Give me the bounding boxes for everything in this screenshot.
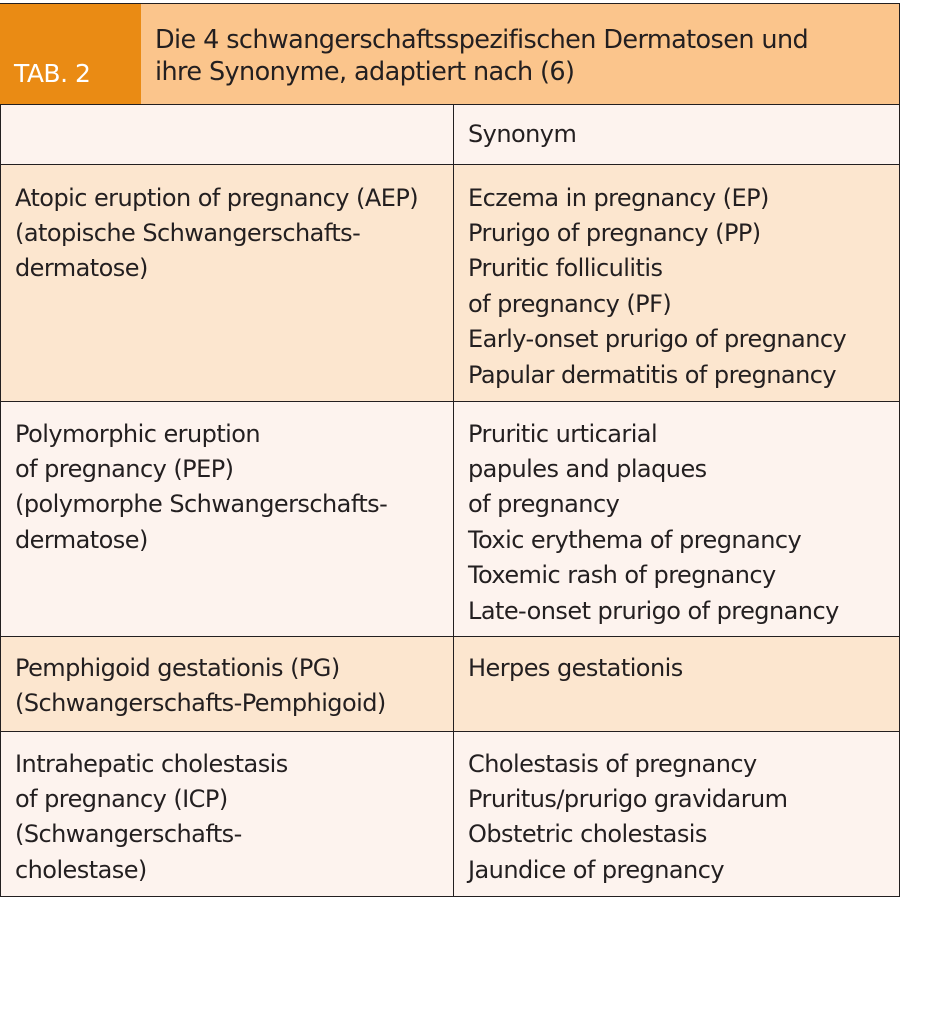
dermatosis-cell (1, 164, 454, 401)
synonym-cell (454, 636, 900, 731)
column-header-synonym: Synonym (454, 105, 900, 164)
synonym-line: Early-onset prurigo of pregnancy (468, 325, 847, 354)
synonym-line: Obstetric cholestasis (468, 820, 707, 849)
dermatosis-line: dermatose) (15, 254, 148, 283)
dermatosis-line: Intrahepatic cholestasis (15, 749, 288, 778)
dermatosis-line: (atopische Schwangerschafts- (15, 218, 361, 247)
dermatosis-line: (Schwangerschafts-Pemphigoid) (15, 688, 386, 717)
dermatosis-line: of pregnancy (PEP) (15, 454, 234, 483)
synonym-line: Eczema in pregnancy (EP) (468, 183, 769, 212)
title-line: Die 4 schwangerschaftsspezifischen Dermatosen und (155, 25, 809, 55)
synonym-table (0, 105, 900, 897)
synonym-line: Toxemic rash of pregnancy (468, 561, 776, 590)
synonym-line: Pruritic folliculitis (468, 254, 663, 283)
column-header-row (1, 105, 900, 164)
dermatosis-line: (Schwangerschafts- (15, 820, 242, 849)
dermatosis-line: cholestase) (15, 855, 147, 884)
synonym-line: Herpes gestationis (468, 653, 683, 682)
title-line: ihre Synonyme, adaptiert nach (6) (155, 57, 575, 87)
column-header-dermatosis (1, 105, 454, 164)
dermatosis-cell (1, 636, 454, 731)
table-row (1, 164, 900, 401)
synonym-cell (454, 731, 900, 896)
dermatosis-line: Polymorphic eruption (15, 419, 261, 448)
table-title (141, 4, 899, 104)
dermatosis-line: Atopic eruption of pregnancy (AEP) (15, 183, 419, 212)
table-row (1, 731, 900, 896)
synonym-line: Pruritus/prurigo gravidarum (468, 784, 788, 813)
synonym-cell (454, 401, 900, 636)
dermatosis-cell (1, 401, 454, 636)
synonym-line: Toxic erythema of pregnancy (468, 525, 802, 554)
synonym-line: of pregnancy (PF) (468, 289, 672, 318)
tab-label: TAB. 2 (0, 4, 141, 104)
synonym-line: Papular dermatitis of pregnancy (468, 360, 837, 389)
synonym-line: Cholestasis of pregnancy (468, 749, 757, 778)
dermatosis-line: (polymorphe Schwangerschafts- (15, 490, 388, 519)
synonym-line: of pregnancy (468, 490, 620, 519)
dermatosis-line: Pemphigoid gestationis (PG) (15, 653, 340, 682)
dermatosis-line: of pregnancy (ICP) (15, 784, 228, 813)
dermatosis-cell (1, 731, 454, 896)
synonym-line: Prurigo of pregnancy (PP) (468, 218, 761, 247)
dermatosis-line: dermatose) (15, 525, 148, 554)
synonym-line: Jaundice of pregnancy (468, 855, 725, 884)
synonym-line: Late-onset prurigo of pregnancy (468, 596, 839, 625)
dermatoses-table (0, 3, 900, 897)
table-row (1, 401, 900, 636)
table-row (1, 636, 900, 731)
synonym-line: Pruritic urticarial (468, 419, 658, 448)
synonym-cell (454, 164, 900, 401)
table-header (0, 3, 900, 105)
synonym-line: papules and plaques (468, 454, 707, 483)
